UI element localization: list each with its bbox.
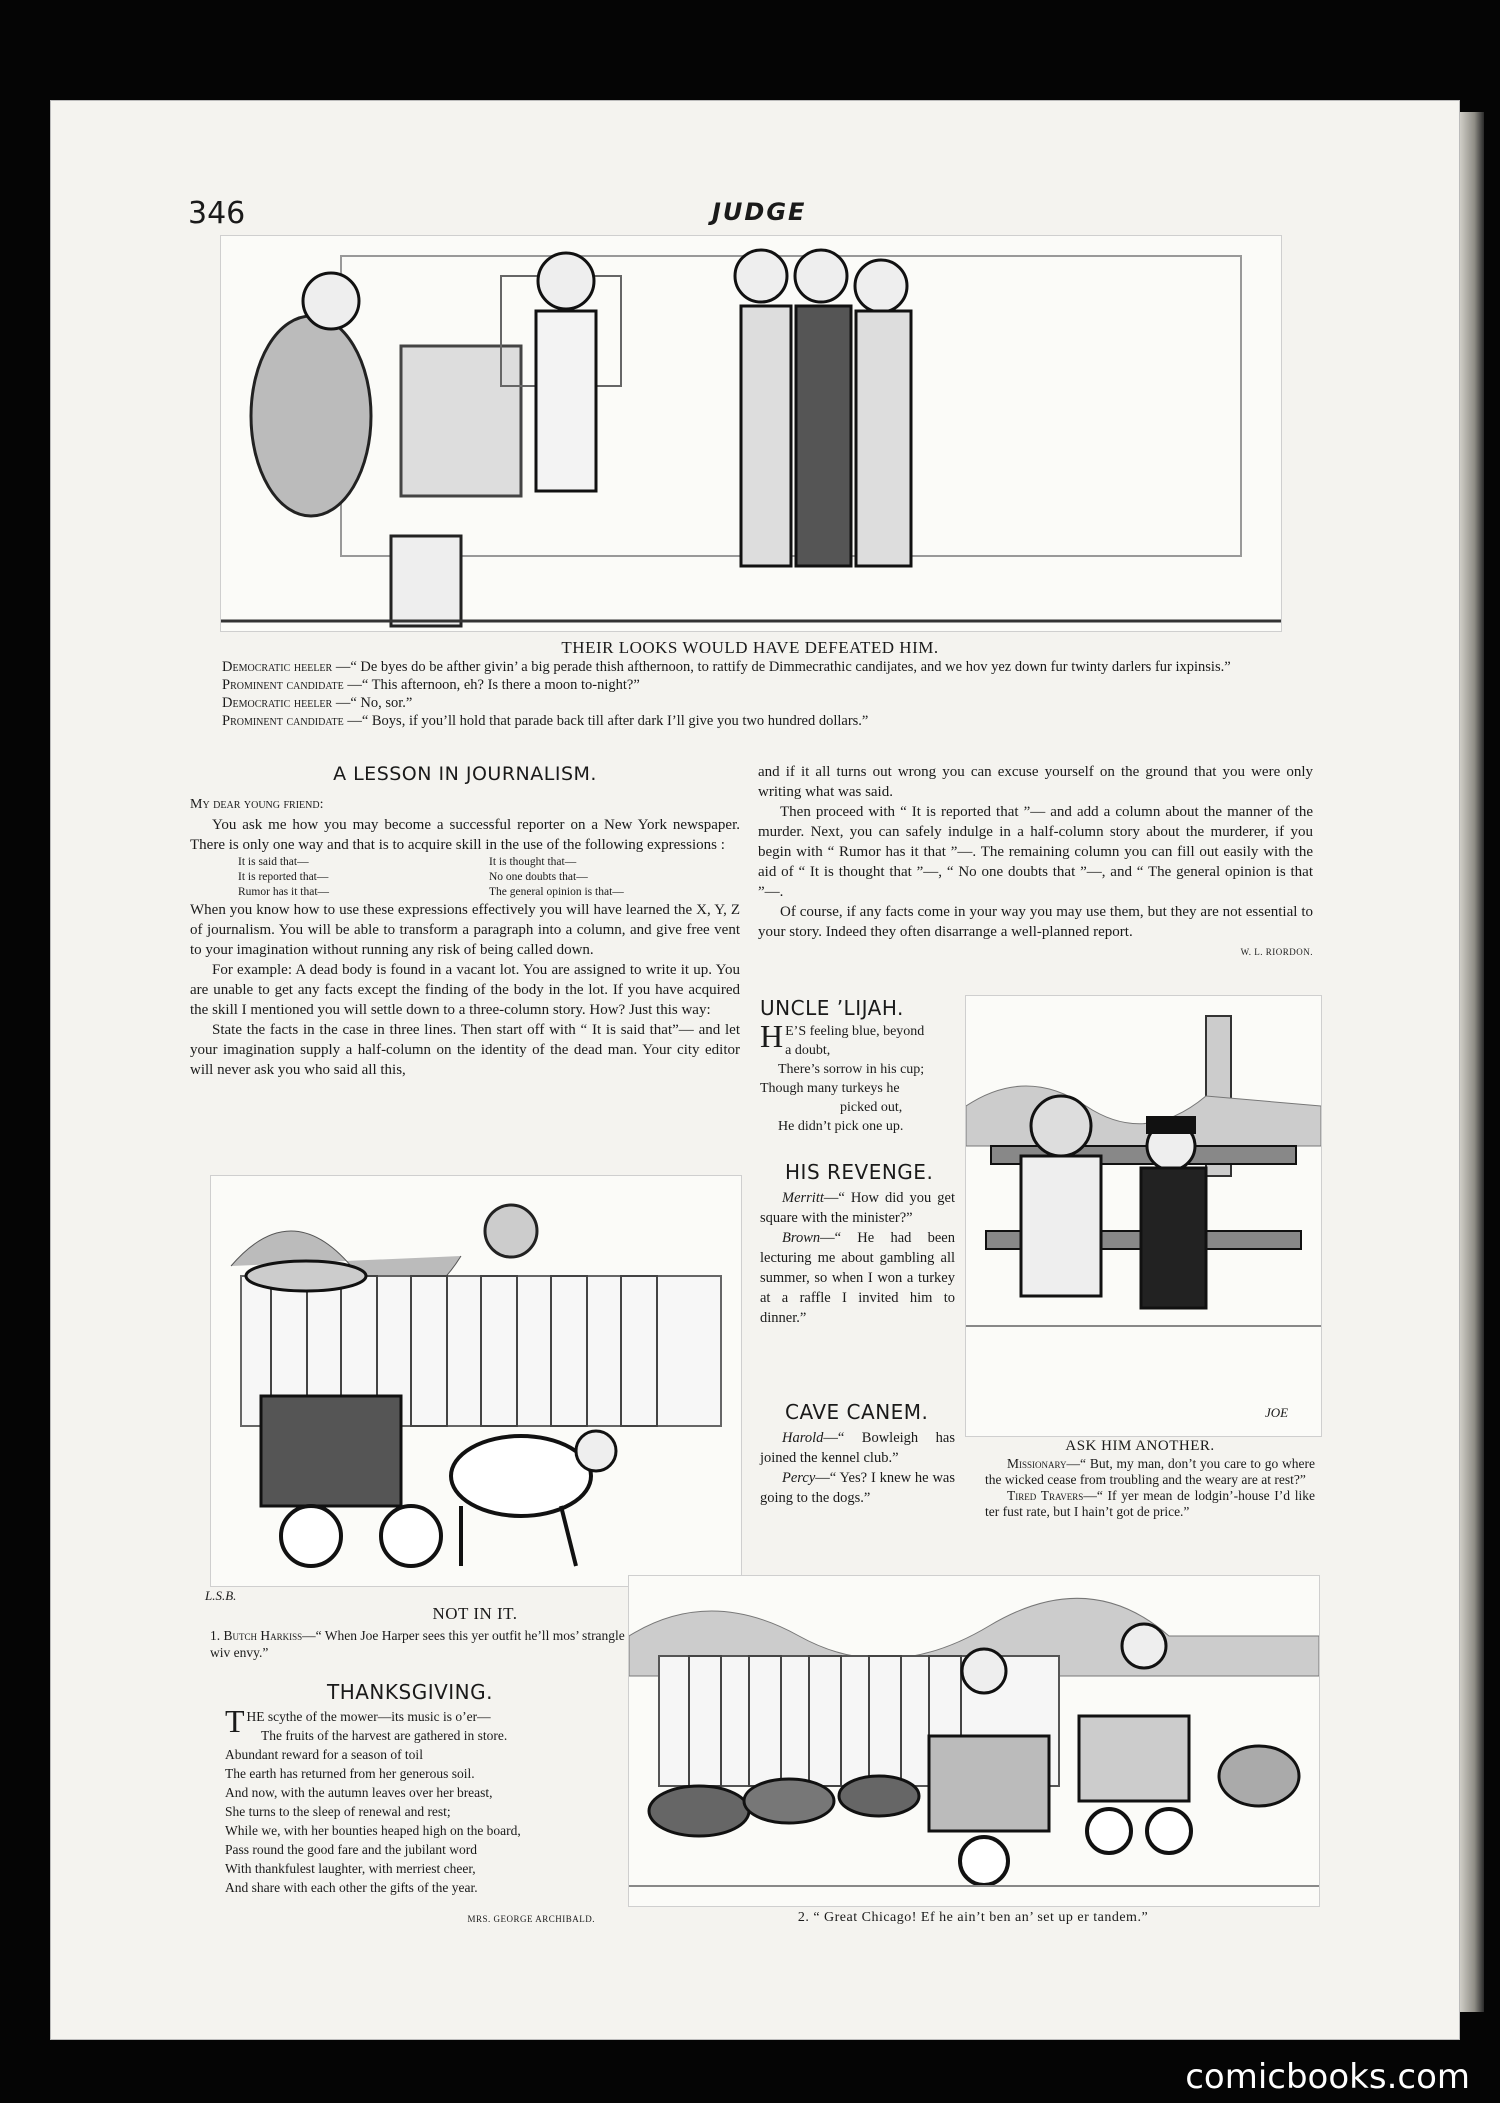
canem-line [760,1468,955,1508]
dialogue-line [222,676,1332,694]
lesson-paragraph: When you know how to use these expressions effectively you will have learned the X, Y, Z of journalism. You will be able to transform a paragraph into a column, and give free vent to your imagination without running any risk of being called down. [190,902,740,958]
bottom-cartoon-illustration [628,1575,1320,1907]
dialogue-text: —“ This afternoon, eh? Is there a moon to-night?” [347,677,640,693]
line: —“ He had been lecturing me about gambling all summer, so when I won a turkey at a raffle I invited him to dinner.” [760,1230,955,1326]
revenge-title: HIS REVENGE. [785,1160,934,1184]
phrase: It is thought that— [489,856,577,868]
thanksgiving-poem [225,1703,620,1897]
speaker: Percy [782,1470,816,1486]
top-cartoon-dialogue [222,658,1332,730]
thanksgiving-title: THANKSGIVING. [326,1680,493,1704]
canem-line [760,1428,955,1468]
top-cartoon-illustration [220,235,1282,632]
poem-line: There’s sorrow in his cup; [778,1062,925,1077]
phrase: No one doubts that— [489,871,588,883]
dialogue-line [222,658,1332,676]
speaker: Merritt [782,1190,824,1206]
phrase: Rumor has it that— [238,886,330,898]
page-number: 346 [188,196,246,231]
lesson-paragraph: Of course, if any facts come in your way you may use them, but they are not essential to your story. Indeed they often disarrange a well-planned report. [758,904,1313,940]
lesson-paragraph: For example: A dead body is found in a vacant lot. You are assigned to write it up. You are unable to get any facts except the finding of the body in the lot. If you have acquired the skill I mentioned you will settle down to a three-column story. How? Just this way: [190,962,740,1018]
poem-line: picked out, [840,1100,903,1115]
poem-line: The earth has returned from her generous soil. [225,1766,475,1781]
lesson-paragraph: Then proceed with “ It is reported that ”— and add a column about the manner of the murder. Next, you can safely indulge in a half-column story about the murderer, if you begin with “ Rumor has it that ”—. The remaining column you can fill out easily with the aid of “ It is thought that ”—, “ No one doubts that ”—, and “ The general opinion is that ”—. [758,804,1313,900]
not-in-it-illustration [210,1175,742,1587]
dialogue-line [222,694,1332,712]
dialogue-line [985,1488,1315,1520]
speaker: Harold [782,1430,824,1446]
ask-caption: ASK HIM ANOTHER. [1065,1438,1215,1454]
line: —“ Yes? I knew he was going to the dogs.” [760,1470,955,1506]
poem-line: And now, with the autumn leaves over her breast, [225,1785,493,1800]
ask-him-another-illustration [965,995,1322,1437]
poem-line: And share with each other the gifts of the year. [225,1880,478,1895]
caption-number: 1. [210,1628,221,1643]
dialogue-speaker: Missionary [1007,1456,1067,1471]
lesson-title: A LESSON IN JOURNALISM. [333,763,597,785]
lesson-paragraph: You ask me how you may become a successful reporter on a New York newspaper. There is only one way and that is to acquire skill in the use of the following expressions : [190,817,740,853]
top-cartoon-caption: THEIR LOOKS WOULD HAVE DEFEATED HIM. [561,638,939,657]
phrase: It is reported that— [238,871,329,883]
uncle-title: UNCLE ’LIJAH. [760,996,904,1020]
not-in-it-caption: NOT IN IT. [432,1604,518,1623]
dialogue-line [985,1456,1315,1488]
dialogue-text: —“ But, my man, don’t you care to go where the wicked cease from troubling and the weary are at rest?” [985,1456,1315,1487]
dialogue-speaker: Butch Harkiss [223,1628,303,1643]
bottom-cartoon-caption: 2. “ Great Chicago! Ef he ain’t ben an’ set up er tandem.” [797,1910,1149,1925]
line: —“ How did you get square with the minister?” [760,1190,955,1226]
dialogue-speaker: Tired Travers [1007,1488,1084,1503]
lesson-signature: W. L. RIORDON. [1240,947,1313,957]
dialogue-text: —“ If yer mean de lodgin’-house I’d like ter fust rate, but I hain’t got de price.” [985,1488,1316,1519]
uncle-poem [760,1018,960,1136]
dialogue-text: —“ Boys, if you’ll hold that parade back till after dark I’ll give you two hundred dollars.” [347,713,869,729]
canem-text [760,1428,955,1508]
dialogue-text: —“ No, sor.” [335,695,413,711]
phrase-list [190,855,740,900]
canem-title: CAVE CANEM. [785,1400,929,1424]
poem-line: She turns to the sleep of renewal and rest; [225,1804,451,1819]
poem-line: Abundant reward for a season of toil [225,1747,423,1762]
poem-line: While we, with her bounties heaped high on the board, [225,1823,521,1838]
poem-line: Though many turkeys he [760,1081,900,1096]
dialogue-line [222,712,1332,730]
revenge-line [760,1188,955,1228]
speaker: Brown [782,1230,821,1246]
poem-line: Pass round the good fare and the jubilant word [225,1842,477,1857]
line: —“ Bowleigh has joined the kennel club.” [760,1430,955,1466]
ask-artist: JOE [1265,1405,1289,1420]
lesson-column-1 [190,795,740,1080]
lesson-salutation: My dear young friend: [190,797,324,812]
poem-line: a doubt, [785,1043,831,1058]
dialogue-speaker: Prominent candidate [222,713,344,729]
revenge-text [760,1188,955,1328]
dialogue-speaker: Democratic heeler [222,659,333,675]
phrase: The general opinion is that— [489,886,624,898]
dialogue-line [210,1627,630,1661]
page-edge [1460,112,1484,2012]
lesson-paragraph: State the facts in the case in three lines. Then start off with “ It is said that”— and let your imagination supply a half-column on the identity of the dead man. Your city editor will never ask you who said all this, [190,1022,740,1078]
revenge-line [760,1228,955,1328]
ask-dialogue [985,1456,1315,1520]
watermark: comicbooks.com [1185,2057,1470,2097]
uncle-dropcap: H [760,1018,784,1054]
thanksgiving-signature: MRS. GEORGE ARCHIBALD. [467,1914,595,1924]
not-in-it-dialogue [210,1627,630,1661]
dialogue-speaker: Democratic heeler [222,695,333,711]
lesson-paragraph: and if it all turns out wrong you can excuse yourself on the ground that you were only writing what was said. [758,764,1313,800]
dialogue-text: —“ De byes do be afther givin’ a big perade thish afthernoon, to rattify de Dimmecrathic candijates, and we hov yez down fur twinty darlers fur ixpinsis.” [335,659,1231,675]
lesson-column-2 [758,762,1313,962]
dialogue-speaker: Prominent candidate [222,677,344,693]
masthead: JUDGE [712,198,807,226]
phrase: It is said that— [238,856,309,868]
poem-line: He didn’t pick one up. [778,1119,904,1134]
poem-line: With thankfulest laughter, with merriest cheer, [225,1861,476,1876]
poem-line: E’S feeling blue, beyond [785,1024,925,1039]
poem-line: HE scythe of the mower—its music is o’er— [246,1709,491,1724]
not-in-it-artist: L.S.B. [205,1588,237,1603]
poem-line: The fruits of the harvest are gathered in store. [261,1728,508,1743]
dialogue-text: —“ When Joe Harper sees this yer outfit he’ll mos’ strangle wiv envy.” [210,1628,625,1660]
thanksgiving-dropcap: T [225,1703,245,1739]
